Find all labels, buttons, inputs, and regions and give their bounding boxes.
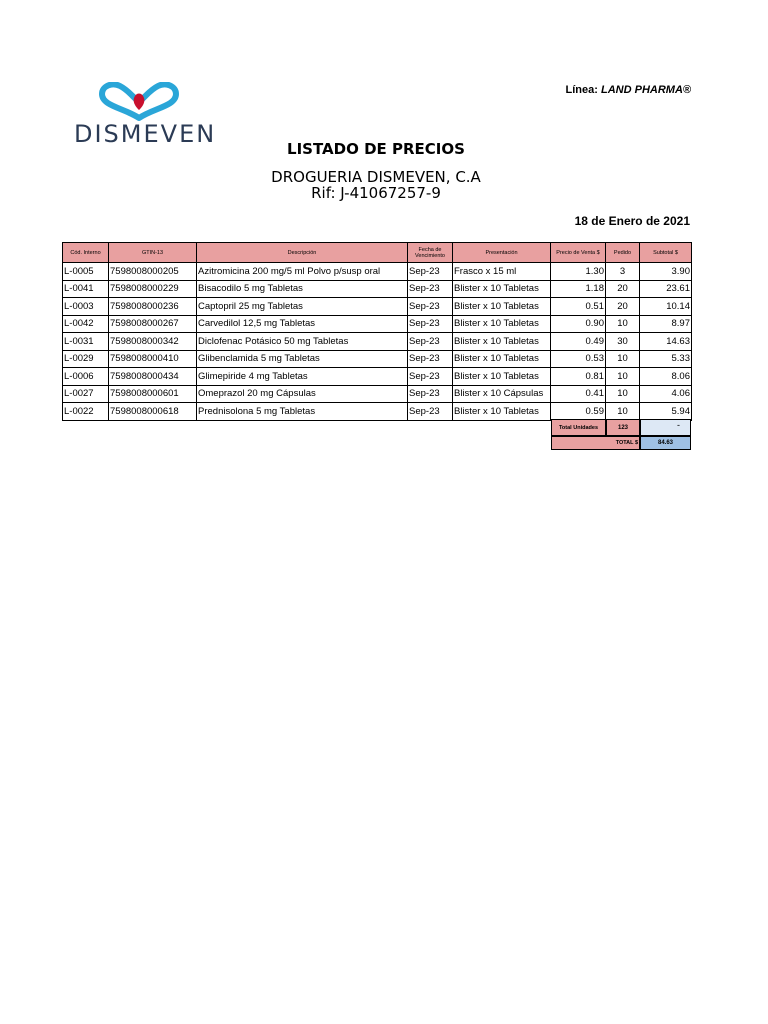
cell-code: L-0005 [63,263,109,281]
table-row [63,315,692,333]
cell-code: L-0042 [63,315,109,333]
cell-code: L-0006 [63,368,109,386]
cell-order: 10 [606,315,640,333]
grand-total-label: TOTAL $ [551,436,640,450]
cell-expiry: Sep-23 [408,403,453,421]
cell-code: L-0031 [63,333,109,351]
cell-presentation: Blister x 10 Tabletas [453,350,551,368]
cell-expiry: Sep-23 [408,368,453,386]
cell-price: 0.59 [551,403,606,421]
table-header-row [63,243,692,263]
units-subtotal-dash: - [640,419,691,436]
cell-gtin: 7598008000205 [109,263,197,281]
table-row [63,385,692,403]
cell-gtin: 7598008000410 [109,350,197,368]
cell-description: Prednisolona 5 mg Tabletas [197,403,408,421]
cell-order: 10 [606,368,640,386]
cell-description: Glibenclamida 5 mg Tabletas [197,350,408,368]
cell-price: 0.81 [551,368,606,386]
cell-gtin: 7598008000267 [109,315,197,333]
col-header-gtin: GTIN-13 [109,243,197,263]
cell-gtin: 7598008000434 [109,368,197,386]
cell-gtin: 7598008000229 [109,280,197,298]
page-title: LISTADO DE PRECIOS [287,140,465,158]
cell-price: 0.90 [551,315,606,333]
total-units-value: 123 [606,419,640,436]
col-header-order: Pedido [606,243,640,263]
cell-description: Diclofenac Potásico 50 mg Tabletas [197,333,408,351]
table-row [63,280,692,298]
cell-presentation: Blister x 10 Tabletas [453,403,551,421]
cell-order: 20 [606,298,640,316]
total-units-label: Total Unidades [551,419,606,436]
table-row [63,403,692,421]
cell-gtin: 7598008000601 [109,385,197,403]
cell-expiry: Sep-23 [408,298,453,316]
cell-subtotal: 8.06 [640,368,692,386]
cell-expiry: Sep-23 [408,280,453,298]
table-row [63,368,692,386]
cell-expiry: Sep-23 [408,385,453,403]
company-name: DROGUERIA DISMEVEN, C.A [271,168,481,186]
cell-price: 0.41 [551,385,606,403]
cell-expiry: Sep-23 [408,350,453,368]
table-row [63,333,692,351]
company-rif: Rif: J-41067257-9 [311,184,441,202]
cell-price: 0.53 [551,350,606,368]
cell-price: 1.18 [551,280,606,298]
cell-description: Omeprazol 20 mg Cápsulas [197,385,408,403]
cell-order: 10 [606,385,640,403]
cell-presentation: Blister x 10 Tabletas [453,298,551,316]
heart-logo-icon [94,82,184,122]
cell-gtin: 7598008000236 [109,298,197,316]
col-header-presentation: Presentación [453,243,551,263]
cell-presentation: Blister x 10 Tabletas [453,368,551,386]
cell-code: L-0003 [63,298,109,316]
cell-gtin: 7598008000342 [109,333,197,351]
cell-order: 20 [606,280,640,298]
cell-description: Carvedilol 12,5 mg Tabletas [197,315,408,333]
cell-subtotal: 23.61 [640,280,692,298]
cell-subtotal: 5.94 [640,403,692,421]
cell-gtin: 7598008000618 [109,403,197,421]
cell-code: L-0029 [63,350,109,368]
col-header-description: Descripción [197,243,408,263]
cell-expiry: Sep-23 [408,315,453,333]
cell-subtotal: 3.90 [640,263,692,281]
cell-presentation: Blister x 10 Tabletas [453,315,551,333]
cell-subtotal: 4.06 [640,385,692,403]
cell-order: 10 [606,403,640,421]
col-header-price: Precio de Venta $ [551,243,606,263]
cell-code: L-0027 [63,385,109,403]
cell-price: 0.51 [551,298,606,316]
col-header-code: Cód. Interno [63,243,109,263]
cell-code: L-0022 [63,403,109,421]
product-line [566,84,691,96]
table-row [63,263,692,281]
cell-expiry: Sep-23 [408,263,453,281]
col-header-subtotal: Subtotal $ [640,243,692,263]
cell-presentation: Blister x 10 Tabletas [453,333,551,351]
cell-expiry: Sep-23 [408,333,453,351]
cell-description: Azitromicina 200 mg/5 ml Polvo p/susp oral [197,263,408,281]
logo-text: DISMEVEN [74,120,217,148]
table-row [63,298,692,316]
cell-presentation: Blister x 10 Tabletas [453,280,551,298]
cell-price: 1.30 [551,263,606,281]
cell-description: Glimepiride 4 mg Tabletas [197,368,408,386]
table-row [63,350,692,368]
cell-subtotal: 14.63 [640,333,692,351]
cell-order: 3 [606,263,640,281]
grand-total-value: 84.63 [640,436,691,450]
document-date: 18 de Enero de 2021 [574,214,690,228]
col-header-expiry: Fecha de Vencimiento [408,243,453,263]
cell-presentation: Blister x 10 Cápsulas [453,385,551,403]
cell-order: 30 [606,333,640,351]
product-line-value: LAND PHARMA® [601,84,691,96]
product-line-label: Línea: [565,84,598,96]
price-table [62,242,692,421]
cell-subtotal: 5.33 [640,350,692,368]
cell-subtotal: 8.97 [640,315,692,333]
cell-presentation: Frasco x 15 ml [453,263,551,281]
cell-price: 0.49 [551,333,606,351]
cell-code: L-0041 [63,280,109,298]
cell-description: Captopril 25 mg Tabletas [197,298,408,316]
cell-subtotal: 10.14 [640,298,692,316]
cell-order: 10 [606,350,640,368]
cell-description: Bisacodilo 5 mg Tabletas [197,280,408,298]
